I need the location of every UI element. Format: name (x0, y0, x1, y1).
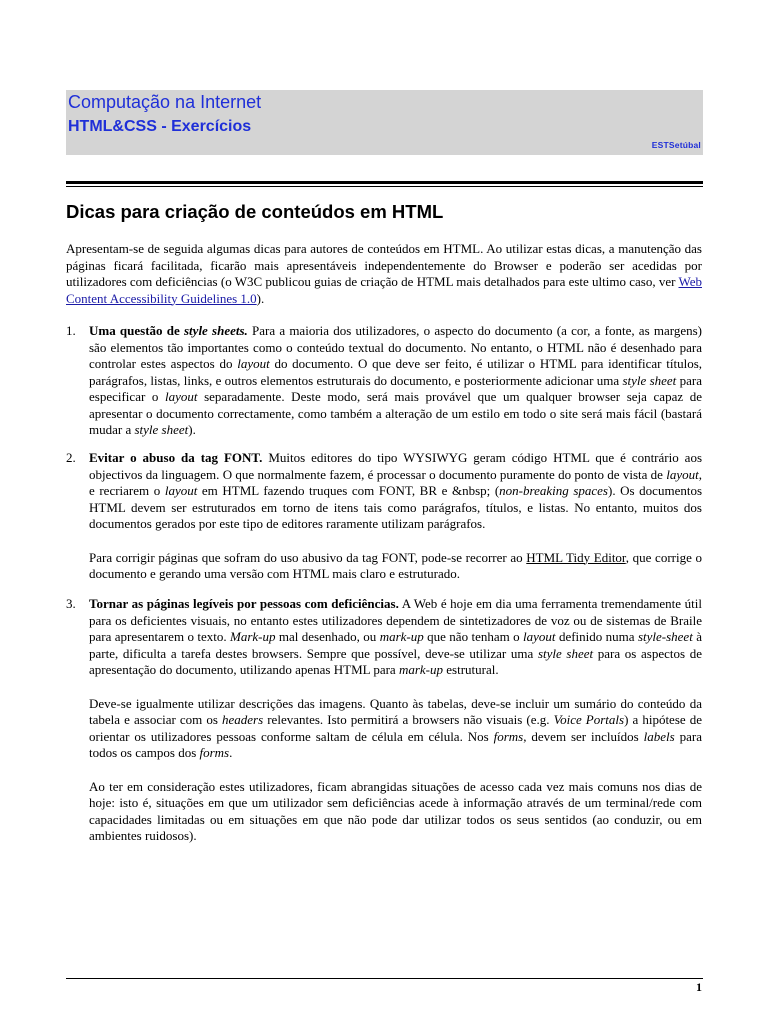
wcag-link[interactable]: Web Content Accessibility Guidelines 1.0 (66, 274, 702, 306)
page-number: 1 (696, 980, 702, 994)
item-3-title: Tornar as páginas legíveis por pessoas com deficiências. (89, 596, 399, 611)
intro-paragraph: Apresentam-se de seguida algumas dicas para autores de conteúdos em HTML. Ao utilizar estas dicas, a manutenção das páginas ficará facilitada, ficarão mais apresentáveis independentemente do Browser e poderão ser acedidas por utilizadores com deficiências (o W3C publicou guias de criação de HTML mais detalhados para este ultimo caso, ver Web Content Accessibility Guidelines 1.0). (66, 241, 702, 306)
item-number: 2. (66, 450, 76, 465)
item-3-paragraph-2: Deve-se igualmente utilizar descrições das imagens. Quanto às tabelas, deve-se incluir um sumário do conteúdo da tabela e associar com os headers relevantes. Isto permitirá a browsers não visuais (e.g. Voice Portals) a hipótese de orientar os utilizadores pessoas conforme saltam de célula em célula. Nos forms, devem ser incluídos labels para todos os campos dos forms. (89, 695, 702, 760)
html-tidy-link[interactable]: HTML Tidy Editor (526, 549, 626, 565)
item-number: 3. (66, 596, 76, 611)
header-divider-thick (66, 181, 703, 184)
item-2-paragraph-2: Para corrigir páginas que sofram do uso abusivo da tag FONT, pode-se recorrer ao HTML Tidy Editor, que corrige o documento e gerando uma versão com HTML mais claro e estruturado. (89, 549, 702, 581)
item-2-paragraph: Evitar o abuso da tag FONT. Muitos editores do tipo WYSIWYG geram código HTML que é contrário aos objectivos da linguagem. O que normalmente fazem, é processar o documento puramente do ponto de vista de layout, e recriarem o layout em HTML fazendo truques com FONT, BR e &nbsp; (non-breaking spaces). Os documentos HTML devem ser estruturados em torno de itens tais como parágrafos, títulos, e listas. No entanto, muitos dos documentos gerados por este tipo de editores raramente utilizam parágrafos. (89, 450, 703, 531)
document-header (66, 90, 703, 155)
item-2-title: Evitar o abuso da tag FONT. (89, 450, 263, 465)
document-heading: Dicas para criação de conteúdos em HTML (66, 201, 444, 222)
item-3-paragraph: Tornar as páginas legíveis por pessoas com deficiências. A Web é hoje em dia uma ferramenta tremendamente útil para os deficientes visuais, no entanto estes utilizadores dependem de sintetizadores de voz ou de sistemas de Braile para apresentarem o texto. Mark-up mal desenhado, ou mark-up que não tenham o layout definido numa style-sheet à parte, dificulta a tarefa destes browsers. Sempre que possível, deve-se utilizar uma style sheet para os aspectos de apresentação do documento, utilizando apenas HTML para mark-up estrutural. (89, 596, 702, 677)
item-number: 1. (66, 323, 76, 338)
item-3-paragraph-3: Ao ter em consideração estes utilizadores, ficam abrangidas situações de acesso cada vez mais comuns nos dias de hoje: isto é, situações em que um utilizador sem deficiências acede à informação através de um terminal/rede com capacidades limitadas ou em situações em que não pode dar utilizar todos os seus sentidos (ao conduzir, ou em ambientes ruidosos). (89, 778, 702, 843)
item-1-title: Uma questão de style sheets. (89, 323, 248, 338)
item-1-paragraph: Uma questão de style sheets. Para a maioria dos utilizadores, o aspecto do documento (a cor, a fonte, as margens) são elementos tão importantes como o conteúdo textual do documento. No entanto, o HTML não é desenhado para controlar estes aspectos do layout do documento. O que deve ser feito, é utilizar o HTML para identificar títulos, parágrafos, listas, links, e outros elementos estruturais do documento, e posteriormente adicionar uma style sheet para especificar o layout separadamente. Deste modo, será mais provável que um qualquer browser seja capaz de apresentar o documento correctamente, como também a alteração de um estilo em todo o site será mais fácil (bastará mudar a style sheet). (89, 323, 702, 437)
footer-divider (66, 978, 703, 979)
institution-name: ESTSetúbal (651, 140, 701, 150)
course-title: Computação na Internet (68, 92, 262, 112)
header-divider-thin (66, 186, 703, 187)
course-subtitle: HTML&CSS - Exercícios (68, 118, 252, 135)
